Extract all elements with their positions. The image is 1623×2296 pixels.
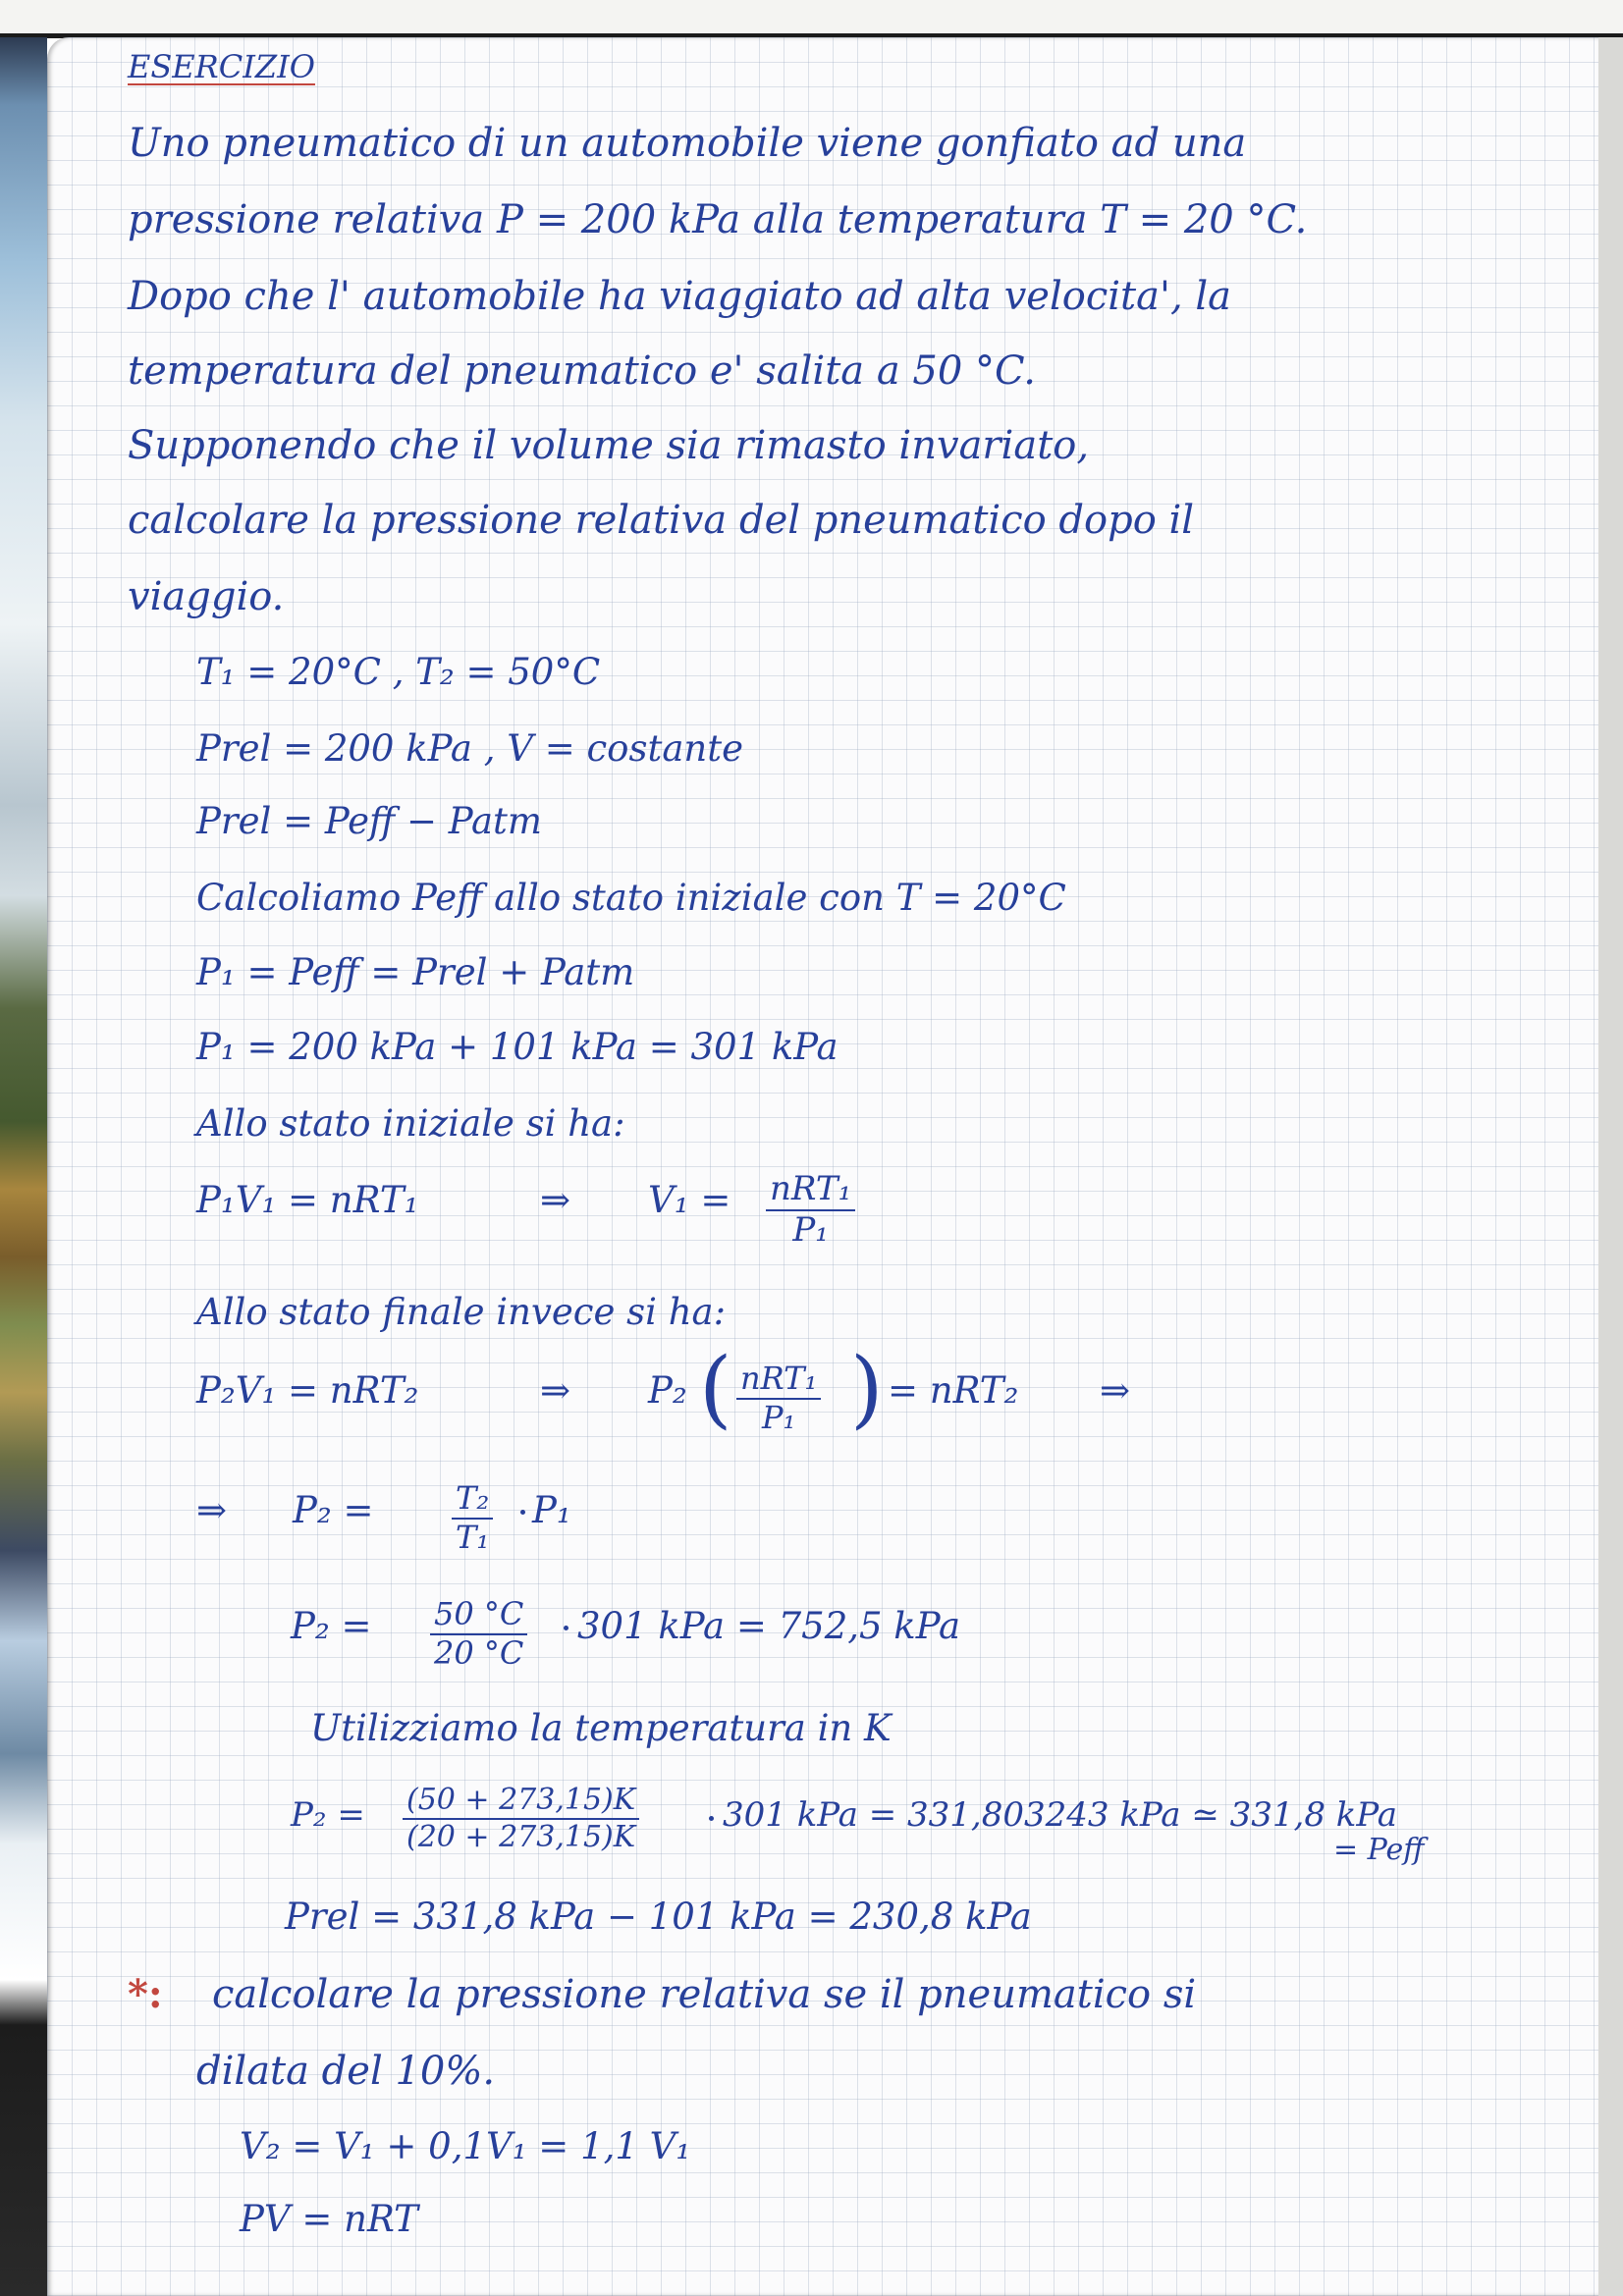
prel-definition: Prel = Peff − Patm <box>196 800 542 842</box>
initial-state-line: Allo stato iniziale si ha: <box>196 1102 625 1145</box>
volume-increase: V₂ = V₁ + 0,1V₁ = 1,1 V₁ <box>240 2125 691 2167</box>
implies-arrow: ⇒ <box>196 1489 228 1531</box>
p2-label: P₂ <box>648 1369 687 1412</box>
problem-line-7: viaggio. <box>128 574 285 619</box>
problem-line-4: temperatura del pneumatico e' salita a 50 °C. <box>128 348 1036 394</box>
p2-label: P₂ = <box>291 1795 365 1835</box>
scan-top-margin <box>0 0 1623 35</box>
p1-definition: P₁ = Peff = Prel + Patm <box>196 951 635 993</box>
v1-fraction <box>766 1169 855 1250</box>
implies-arrow: ⇒ <box>1100 1369 1131 1412</box>
prel-and-volume: Prel = 200 kPa , V = costante <box>196 727 743 770</box>
ideal-gas-law: PV = nRT <box>240 2198 418 2240</box>
notebook-cover <box>0 37 47 2296</box>
problem-line-5: Supponendo che il volume sia rimasto invariato, <box>128 423 1090 468</box>
extra-question-line-1: calcolare la pressione relativa se il pneumatico si <box>212 1972 1197 2017</box>
implies-arrow: ⇒ <box>540 1179 571 1221</box>
final-state-line: Allo stato finale invece si ha: <box>196 1291 727 1333</box>
temperatures: T₁ = 20°C , T₂ = 50°C <box>196 651 601 693</box>
peff-annotation: = Peff <box>1333 1833 1425 1867</box>
scan-right-margin <box>1598 37 1623 2296</box>
substitution-fraction <box>736 1362 821 1434</box>
p1-value: P₁ = 200 kPa + 101 kPa = 301 kPa <box>196 1026 839 1068</box>
p2-label: P₂ = <box>291 1605 372 1647</box>
close-parenthesis: ) <box>850 1340 884 1438</box>
p2-label: P₂ = <box>293 1489 374 1531</box>
p1-factor: P₁ <box>532 1489 571 1531</box>
multiply-dot <box>520 1510 525 1515</box>
fraction-denominator: T₁ <box>456 1518 490 1556</box>
exercise-title: ESERCIZIO <box>128 48 315 85</box>
prel-result: Prel = 331,8 kPa − 101 kPa = 230,8 kPa <box>285 1896 1032 1938</box>
fraction-numerator: nRT₁ <box>766 1172 855 1211</box>
fraction-numerator: (50 + 273,15)K <box>403 1785 639 1820</box>
kelvin-note: Utilizziamo la temperatura in K <box>310 1707 892 1749</box>
problem-line-2: pressione relativa P = 200 kPa alla temperatura T = 20 °C. <box>128 197 1308 242</box>
kelvin-result: 301 kPa = 331,803243 kPa ≃ 331,8 kPa <box>723 1795 1398 1835</box>
star-marker: *: <box>128 1971 163 2017</box>
celsius-result: 301 kPa = 752,5 kPa <box>577 1605 961 1647</box>
calc-peff-line: Calcoliamo Peff allo stato iniziale con T = 20°C <box>196 877 1066 919</box>
fraction-numerator: nRT₁ <box>736 1362 821 1400</box>
extra-question-line-2: dilata del 10%. <box>196 2049 496 2094</box>
open-parenthesis: ( <box>699 1340 732 1438</box>
fraction-denominator: P₁ <box>761 1398 796 1436</box>
fraction-numerator: 50 °C <box>430 1598 527 1635</box>
celsius-ratio <box>430 1595 527 1672</box>
v1-label: V₁ = <box>648 1179 731 1221</box>
fraction-denominator: P₁ <box>792 1209 829 1250</box>
extra-question-marker <box>128 1971 163 2017</box>
fraction-denominator: 20 °C <box>434 1633 524 1672</box>
multiply-dot <box>709 1816 714 1821</box>
multiply-dot <box>564 1626 568 1630</box>
equation-final-state: P₂V₁ = nRT₂ <box>196 1369 419 1412</box>
problem-line-1: Uno pneumatico di un automobile viene gonfiato ad una <box>128 121 1247 166</box>
equation-initial-state: P₁V₁ = nRT₁ <box>196 1179 419 1221</box>
problem-line-6: calcolare la pressione relativa del pneumatico dopo il <box>128 498 1195 543</box>
kelvin-ratio <box>403 1785 639 1852</box>
equation-right-side: = nRT₂ <box>888 1369 1019 1412</box>
fraction-denominator: (20 + 273,15)K <box>406 1819 636 1854</box>
problem-line-3: Dopo che l' automobile ha viaggiato ad alta velocita', la <box>128 274 1232 319</box>
implies-arrow: ⇒ <box>540 1369 571 1412</box>
temperature-ratio <box>452 1479 493 1556</box>
fraction-numerator: T₂ <box>452 1482 493 1520</box>
